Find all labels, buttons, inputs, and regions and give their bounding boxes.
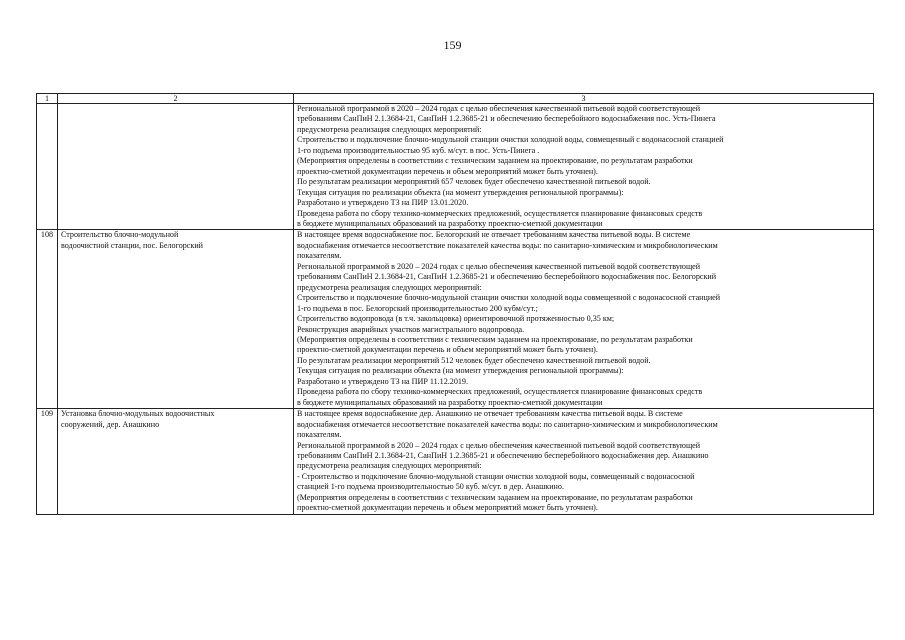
description-line: 1-го подъема в пос. Белогорский производительностью 200 кубм/сут.; <box>297 303 538 313</box>
description-line: (Мероприятия определены в соответствии с техническим заданием на проектирование, по результатам разработки <box>297 492 693 502</box>
description-line: Строительство и подключение блочно-модульной станции очистки холодной воды совмещенной с водонасосной станцией <box>297 293 721 303</box>
name-line: Установка блочно-модульных водоочистных <box>61 409 215 419</box>
description-line: водоснабжения отмечается несоответствие показателей качества воды: по санитарно-химическим и микробиологическим <box>297 419 718 429</box>
row-description <box>294 230 874 409</box>
description-line: предусмотрена реализация следующих мероприятий: <box>297 282 482 292</box>
name-line: водоочистной станции, пос. Белогорский <box>61 240 203 250</box>
name-line: Строительство блочно-модульной <box>61 230 179 240</box>
description-line: предусмотрена реализация следующих мероприятий: <box>297 461 482 471</box>
table-header-row <box>37 94 874 104</box>
column-header-number: 1 <box>37 94 58 104</box>
description-line: проектно-сметной документации перечень и объем мероприятий может быть уточнен). <box>297 345 598 355</box>
description-line: проектно-сметной документации перечень и объем мероприятий может быть уточнен). <box>297 166 598 176</box>
description-line: требованиям СанПиН 2.1.3684-21, СанПиН 1.2.3685-21 и обеспечению бесперебойного водоснабжения дер. Анашкино <box>297 450 709 460</box>
description-line: (Мероприятия определены в соответствии с техническим заданием на проектирование, по результатам разработки <box>297 156 693 166</box>
row-description <box>294 104 874 230</box>
measures-table <box>36 93 874 515</box>
table-row <box>37 409 874 515</box>
description-line: По результатам реализации мероприятий 512 человек будет обеспечено качественной питьевой водой. <box>297 355 651 365</box>
page-number: 159 <box>443 38 462 52</box>
description-line: станцией 1-го подъема производительностью 50 куб. м/сут. в дер. Анашкино. <box>297 482 564 492</box>
row-number: 109 <box>37 409 58 515</box>
table-row <box>37 104 874 230</box>
description-line: водоснабжения отмечается несоответствие показателей качества воды: по санитарно-химическим и микробиологическим <box>297 240 718 250</box>
description-line: Региональной программой в 2020 – 2024 годах с целью обеспечения качественной питьевой водой соответствующей <box>297 261 701 271</box>
description-line: показателям. <box>297 251 342 261</box>
description-line: Разработано и утверждено ТЗ на ПИР 13.01.2020. <box>297 198 469 208</box>
description-line: Региональной программой в 2020 – 2024 годах с целью обеспечения качественной питьевой водой соответствующей <box>297 440 701 450</box>
description-line: (Мероприятия определены в соответствии с техническим заданием на проектирование, по результатам разработки <box>297 334 693 344</box>
column-header-description: 3 <box>294 94 874 104</box>
row-object-name <box>58 409 294 515</box>
column-header-name: 2 <box>58 94 294 104</box>
description-line: Реконструкция аварийных участков магистрального водопровода. <box>297 324 525 334</box>
description-line: предусмотрена реализация следующих мероприятий: <box>297 124 482 134</box>
description-line: Проведена работа по сбору технико-коммерческих предложений, осуществляется планирование финансовых средств <box>297 387 703 397</box>
description-line: в бюджете муниципальных образований на разработку проектно-сметной документации <box>297 218 603 228</box>
description-line: Разработано и утверждено ТЗ на ПИР 11.12.2019. <box>297 376 469 386</box>
description-line: - Строительство и подключение блочно-модульной станции очистки холодной воды, совмещенный с водонасосной <box>297 471 695 481</box>
description-line: В настоящее время водоснабжение пос. Белогорский не отвечает требованиям качества питьевой воды. В системе <box>297 230 691 240</box>
row-description <box>294 409 874 515</box>
description-line: Строительство и подключение блочно-модульной станции очистки холодной воды, совмещенный с водонасосной станцией <box>297 135 724 145</box>
description-line: 1-го подъема производительностью 95 куб. м/сут. в пос. Усть-Пинега . <box>297 145 540 155</box>
description-line: требованиям СанПиН 2.1.3684-21, СанПиН 1.2.3685-21 и обеспечению бесперебойного водоснабжения пос. Усть-Пинега <box>297 114 716 124</box>
row-number <box>37 104 58 230</box>
description-line: Проведена работа по сбору технико-коммерческих предложений, осуществляется планирование финансовых средств <box>297 208 703 218</box>
description-line: Строительство водопровода (в т.ч. закольцовка) ориентировочной протяженностью 0,35 км; <box>297 314 615 324</box>
description-line: показателям. <box>297 430 342 440</box>
description-line: По результатам реализации мероприятий 657 человек будет обеспечено качественной питьевой водой. <box>297 177 651 187</box>
row-object-name <box>58 230 294 409</box>
name-line: сооружений, дер. Анашкино <box>61 419 160 429</box>
description-line: проектно-сметной документации перечень и объем мероприятий может быть уточнен). <box>297 503 598 513</box>
description-line: требованиям СанПиН 2.1.3684-21, СанПиН 1.2.3685-21 и обеспечению бесперебойного водоснабжения пос. Белогорский <box>297 272 717 282</box>
description-line: В настоящее время водоснабжение дер. Анашкино не отвечает требованиям качества питьевой воды. В системе <box>297 409 683 419</box>
row-object-name <box>58 104 294 230</box>
table-row <box>37 230 874 409</box>
description-line: Текущая ситуация по реализации объекта (на момент утверждения региональной программы): <box>297 187 624 197</box>
description-line: Текущая ситуация по реализации объекта (на момент утверждения региональной программы): <box>297 366 624 376</box>
row-number: 108 <box>37 230 58 409</box>
description-line: в бюджете муниципальных образований на разработку проектно-сметной документации <box>297 397 603 407</box>
description-line: Региональной программой в 2020 – 2024 годах с целью обеспечения качественной питьевой водой соответствующей <box>297 104 701 113</box>
